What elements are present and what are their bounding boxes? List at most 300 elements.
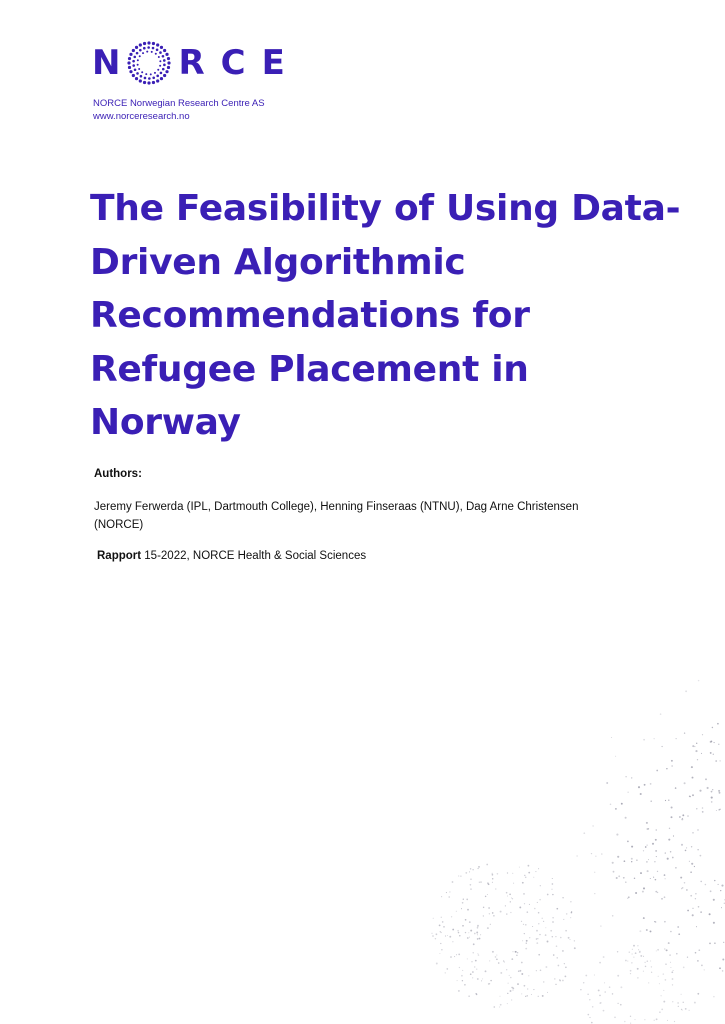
decor-dot	[684, 882, 686, 884]
decor-dot	[485, 896, 487, 898]
decor-dot	[683, 967, 685, 969]
decor-dot	[481, 980, 482, 981]
decor-dot	[583, 982, 584, 983]
decor-dot	[570, 917, 571, 918]
decor-dot	[478, 866, 480, 868]
decor-dot	[627, 961, 628, 962]
decor-dot	[545, 966, 547, 968]
decor-dot	[671, 816, 673, 818]
decor-dot	[709, 913, 711, 915]
decor-dot	[698, 906, 700, 908]
decor-dot	[652, 843, 654, 845]
decor-dot	[662, 746, 663, 747]
decor-dot	[552, 894, 553, 895]
logo-dot	[136, 52, 139, 55]
decor-dot	[515, 951, 517, 953]
decor-dot	[468, 932, 469, 933]
decor-dot	[486, 864, 488, 866]
decor-dot	[625, 817, 627, 819]
decor-dot	[710, 741, 712, 743]
decor-dot	[614, 1017, 616, 1019]
decor-dot	[720, 890, 721, 891]
decor-dot	[459, 935, 460, 936]
decor-dot	[640, 793, 642, 795]
decor-dot	[655, 921, 657, 923]
decor-dot	[623, 877, 625, 879]
decor-dot	[511, 958, 513, 960]
logo-dot	[157, 75, 160, 78]
decor-dot	[568, 937, 570, 939]
decor-dot	[470, 888, 472, 890]
decor-dot	[552, 883, 554, 885]
decor-dot	[617, 975, 619, 977]
decor-dot	[677, 1002, 678, 1003]
decor-dot	[680, 877, 682, 879]
decor-dot	[519, 970, 521, 972]
decor-dot	[689, 795, 691, 797]
decor-dot	[685, 850, 687, 852]
decor-dot	[687, 957, 688, 958]
decor-dot	[695, 898, 696, 899]
decor-dot	[507, 1003, 508, 1004]
decor-dot	[536, 970, 537, 971]
decor-dot	[519, 906, 521, 908]
decor-dot	[631, 777, 632, 778]
decor-dot	[643, 850, 644, 851]
decor-dot	[659, 983, 660, 984]
decor-dot	[712, 789, 713, 790]
decor-dot	[657, 892, 658, 893]
decor-dot	[547, 992, 548, 993]
logo-dot	[167, 57, 170, 60]
decor-dot	[711, 741, 713, 743]
decor-dot	[600, 925, 601, 926]
decor-dot	[564, 963, 565, 964]
logo-dot	[139, 68, 141, 70]
decor-dot	[459, 967, 460, 968]
logo-dot	[143, 47, 146, 50]
decor-dot	[631, 846, 633, 848]
decor-dot	[631, 962, 632, 963]
decor-dot	[569, 939, 570, 940]
decor-dot	[478, 954, 479, 955]
decor-dot	[523, 893, 525, 895]
decor-dot	[543, 981, 544, 982]
decor-dot	[665, 979, 667, 981]
decor-dot	[655, 891, 657, 893]
decor-dot	[566, 913, 568, 915]
logo-dot	[135, 77, 138, 80]
decor-dot	[493, 1006, 495, 1008]
decor-dot	[672, 978, 674, 980]
decor-dot	[547, 894, 549, 896]
decor-dot	[536, 938, 537, 939]
decor-dot	[617, 951, 618, 952]
title-line: Norway	[90, 402, 241, 443]
decor-dot	[673, 970, 674, 971]
decor-dot	[509, 975, 510, 976]
decor-dot	[723, 942, 724, 943]
decor-dot	[654, 738, 655, 739]
decor-dot	[616, 877, 618, 879]
decor-dot	[490, 924, 491, 925]
decor-dot	[709, 943, 711, 945]
decor-dot	[702, 734, 703, 735]
logo-dot	[166, 70, 169, 73]
decor-dot	[489, 913, 490, 914]
decor-dot	[699, 790, 701, 792]
decor-dot	[533, 989, 534, 990]
decor-dot	[512, 987, 514, 989]
decor-dot	[692, 832, 694, 834]
decor-dot	[643, 739, 645, 741]
decor-dot	[681, 1009, 682, 1010]
decor-dot	[707, 787, 709, 789]
decor-dot	[612, 862, 614, 864]
decor-dot	[718, 744, 719, 745]
decor-dot	[469, 937, 470, 938]
decor-dot	[681, 994, 682, 995]
logo-dot	[152, 42, 155, 45]
decor-dot	[612, 993, 614, 995]
decor-dot	[533, 877, 534, 878]
decor-dot	[479, 938, 481, 940]
decor-dot	[465, 872, 467, 874]
decor-dot	[654, 861, 655, 862]
decor-dot	[462, 925, 464, 927]
decor-dot	[637, 968, 639, 970]
decor-dot	[692, 908, 693, 909]
decor-dot	[648, 982, 649, 983]
decor-dot	[440, 931, 441, 932]
logo-dot	[133, 64, 136, 67]
decor-dot	[526, 940, 528, 942]
decor-dot	[694, 746, 695, 747]
decor-dot	[663, 1001, 665, 1003]
decor-dot	[624, 860, 626, 862]
decor-dot	[452, 881, 454, 883]
decor-dot	[462, 970, 463, 971]
decor-dot	[524, 985, 526, 987]
decor-dot	[477, 868, 478, 869]
decor-dot	[552, 878, 553, 879]
decor-dot	[714, 880, 715, 881]
decor-dot	[441, 949, 442, 950]
decor-dot	[439, 953, 440, 954]
decor-dot	[457, 930, 459, 932]
decor-dot	[592, 1006, 594, 1008]
decor-dot	[559, 980, 560, 981]
decor-dot	[715, 760, 717, 762]
decor-dot	[473, 943, 475, 945]
decor-dot	[702, 807, 704, 809]
logo-dot	[164, 64, 167, 67]
decor-dot	[616, 834, 618, 836]
decor-dot	[635, 892, 637, 894]
decor-dot	[554, 978, 556, 980]
decor-dot	[617, 1003, 618, 1004]
decor-dot	[655, 879, 657, 881]
decor-dot	[610, 804, 612, 806]
decor-dot	[441, 917, 442, 918]
authors-list	[94, 499, 634, 534]
decor-dot	[504, 961, 505, 962]
decor-dot	[447, 935, 448, 936]
decor-dot	[643, 887, 645, 889]
decor-dot	[469, 921, 471, 923]
decor-dot	[506, 969, 507, 970]
decor-dot	[464, 984, 466, 986]
decor-dot	[678, 1006, 679, 1007]
organization-name: NORCE Norwegian Research Centre AS	[93, 98, 265, 109]
decor-dot	[499, 1006, 500, 1007]
decor-dot	[505, 905, 506, 906]
decor-dot	[463, 899, 464, 900]
decor-dot	[657, 949, 659, 951]
decor-dot	[471, 961, 472, 962]
decor-dot	[672, 1001, 673, 1002]
decor-dot	[583, 832, 585, 834]
decor-dot	[719, 760, 720, 761]
decor-dot	[718, 884, 719, 885]
decor-dot	[476, 969, 477, 970]
logo-letter-c: C	[220, 43, 246, 83]
decor-dot	[477, 927, 479, 929]
decor-dot	[633, 956, 634, 957]
logo-dot	[155, 53, 157, 55]
decor-dot	[661, 898, 662, 899]
decor-dot	[600, 1002, 602, 1004]
decor-dot	[664, 921, 666, 923]
decor-dot	[553, 954, 555, 956]
decor-dot	[465, 919, 467, 921]
decor-dot	[521, 973, 523, 975]
decor-dot	[647, 960, 649, 962]
logo-dot	[148, 81, 151, 84]
decor-dot	[517, 983, 519, 985]
decor-dot	[492, 873, 493, 874]
decor-dot	[695, 952, 697, 954]
logo-letter-r: R	[178, 43, 205, 83]
decor-dot	[542, 918, 543, 919]
decor-dot	[585, 975, 587, 977]
logo-dot	[160, 77, 163, 80]
decor-dot	[476, 994, 477, 995]
decor-dot	[594, 872, 595, 873]
title-line: The Feasibility of Using Data-	[90, 188, 681, 229]
decor-dot	[657, 871, 658, 872]
decor-dot	[642, 891, 644, 893]
decor-dot	[449, 891, 450, 892]
decor-dot	[695, 893, 696, 894]
decor-dot	[538, 912, 540, 914]
decor-dot	[488, 983, 490, 985]
decor-dot	[503, 960, 504, 961]
decor-dot	[613, 871, 615, 873]
decor-dot	[475, 993, 477, 995]
decor-dot	[711, 791, 713, 793]
decor-dot	[535, 871, 536, 872]
decor-dot	[493, 915, 495, 917]
decor-dot	[710, 752, 712, 754]
decor-dot	[525, 924, 527, 926]
decor-dot	[598, 989, 600, 991]
decor-dot	[599, 962, 601, 964]
decor-dot	[571, 912, 573, 914]
decor-dot	[682, 887, 684, 889]
decor-dot	[540, 885, 541, 886]
decor-dot	[526, 995, 527, 996]
decor-dot	[439, 925, 441, 927]
decor-dot	[692, 745, 694, 747]
decor-dot	[512, 990, 513, 991]
logo-dot	[128, 57, 131, 60]
decor-dot	[621, 803, 623, 805]
decor-dot	[525, 948, 527, 950]
decor-dot	[656, 856, 657, 857]
decor-dot	[685, 690, 687, 692]
decor-dot	[713, 996, 715, 998]
decor-dot	[470, 884, 472, 886]
decor-dot	[591, 853, 592, 854]
decor-dot	[635, 952, 637, 954]
decor-dot	[462, 902, 464, 904]
decor-dot	[678, 933, 680, 935]
decor-dot	[712, 727, 713, 728]
decor-dot	[574, 940, 575, 941]
decor-dot	[681, 818, 683, 820]
decor-dot	[477, 953, 478, 954]
decor-dot	[630, 973, 631, 974]
decor-dot	[700, 911, 702, 913]
decor-dot	[524, 903, 525, 904]
decor-dot	[496, 955, 497, 956]
decor-dot	[625, 881, 627, 883]
decor-dot	[473, 952, 474, 953]
logo-dot	[143, 81, 146, 84]
decor-dot	[449, 896, 450, 897]
title-line: Refugee Placement in	[90, 348, 529, 390]
decor-dot	[664, 874, 666, 876]
decor-dot	[587, 994, 588, 995]
decor-dot	[515, 951, 517, 953]
decor-dot	[656, 950, 657, 951]
decor-dot	[543, 921, 544, 922]
decor-dot	[711, 801, 713, 803]
decor-dot	[562, 950, 564, 952]
logo-dot	[160, 65, 162, 67]
logo-dot	[142, 71, 144, 73]
decor-dot	[654, 1020, 655, 1021]
decor-dot	[631, 861, 632, 862]
logo-dot	[160, 72, 163, 75]
decor-dot	[507, 896, 508, 897]
decor-dot	[675, 787, 677, 789]
decor-dot	[477, 978, 479, 980]
decor-dot	[440, 943, 441, 944]
decor-dot	[670, 962, 671, 963]
logo-dot	[144, 77, 147, 80]
decor-dot	[552, 936, 553, 937]
decor-dot	[600, 1003, 601, 1004]
decor-dot	[512, 873, 513, 874]
decor-dot	[529, 937, 530, 938]
decor-dot	[718, 809, 720, 811]
decor-dot	[589, 999, 590, 1000]
decor-dot	[563, 919, 564, 920]
decor-dot	[719, 967, 721, 969]
logo-dot	[168, 61, 171, 64]
decor-dot	[570, 901, 571, 902]
decor-dot	[648, 859, 649, 860]
decor-dot	[651, 966, 652, 967]
decor-dot	[510, 990, 512, 992]
decor-dot	[643, 956, 644, 957]
decor-dot	[599, 995, 601, 997]
decor-dot	[556, 908, 558, 910]
title-line: Recommendations for	[90, 295, 530, 336]
decor-dot	[475, 960, 477, 962]
decor-dot	[620, 986, 622, 988]
decor-dot	[638, 949, 639, 950]
decor-dot	[452, 941, 453, 942]
decor-dot	[671, 765, 672, 766]
decor-dot	[682, 1010, 683, 1011]
logo-dot	[156, 48, 159, 51]
decor-dot	[686, 889, 687, 890]
decor-dot	[713, 899, 715, 901]
logo-dot	[132, 49, 135, 52]
decor-dot	[609, 986, 611, 988]
decor-dot	[456, 954, 457, 955]
decor-dot	[443, 926, 444, 927]
logo-dot	[148, 46, 151, 49]
decor-dot	[517, 952, 518, 953]
decor-dot	[488, 883, 490, 885]
norce-dot-ring-icon	[126, 40, 172, 86]
decor-dot	[436, 933, 438, 935]
decor-dot	[521, 962, 523, 964]
decor-dot	[658, 976, 659, 977]
decor-dot	[628, 792, 629, 793]
decor-dot	[644, 962, 645, 963]
logo-dot	[130, 53, 133, 56]
decor-dot	[552, 917, 553, 918]
decor-dot	[595, 856, 596, 857]
decor-dot	[594, 893, 595, 894]
decor-dot	[472, 971, 474, 973]
decor-dot	[527, 988, 528, 989]
decor-dot	[496, 959, 498, 961]
report-title	[90, 182, 690, 450]
decor-dot	[668, 942, 670, 944]
decor-dot	[617, 856, 619, 858]
logo-dot	[164, 74, 167, 77]
decor-dot	[700, 855, 702, 857]
decor-dot	[476, 932, 478, 934]
decor-dot	[537, 902, 538, 903]
decor-dot	[650, 960, 651, 961]
decor-dot	[506, 913, 507, 914]
logo-dot	[140, 75, 143, 78]
decor-dot	[634, 878, 635, 879]
decor-dot	[694, 1002, 696, 1004]
decor-dot	[557, 957, 558, 958]
decor-dot	[646, 822, 648, 824]
decor-dot	[479, 882, 480, 883]
report-number	[97, 550, 366, 562]
decor-dot	[487, 927, 489, 929]
